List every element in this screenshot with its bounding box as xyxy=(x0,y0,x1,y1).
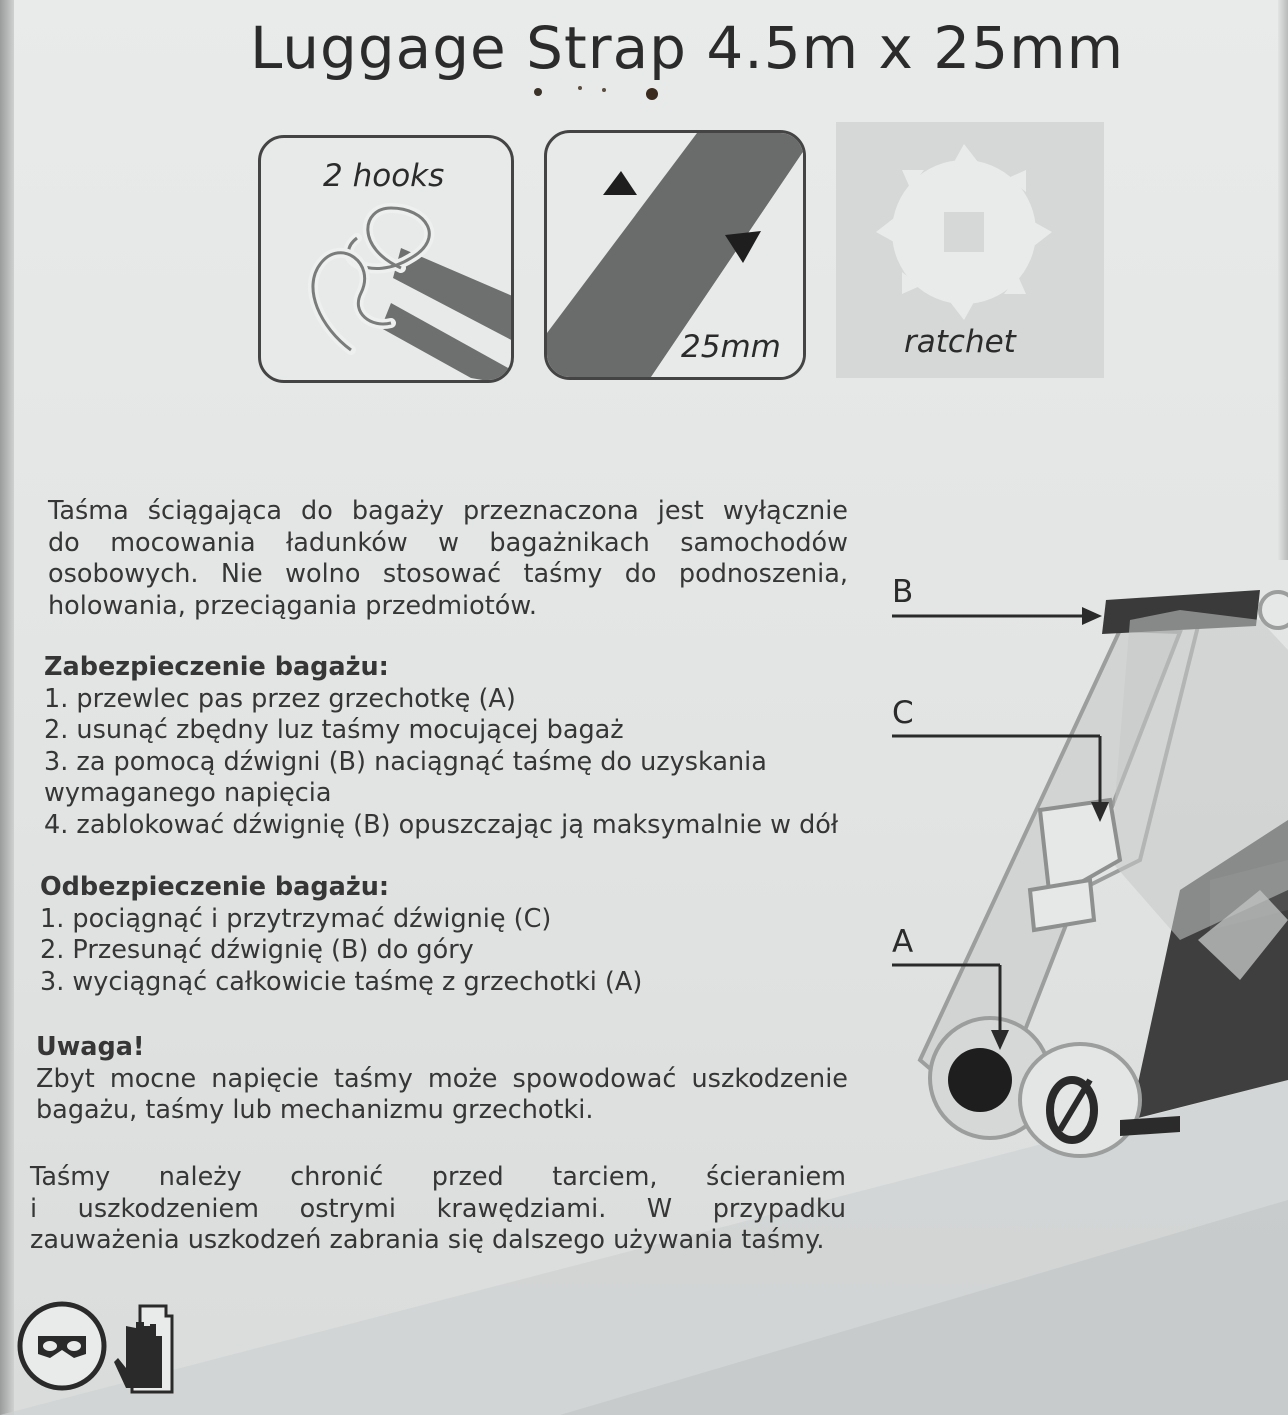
intro-line: Taśma ściągająca do bagaży przeznaczona jest wyłącznie xyxy=(48,496,848,526)
releasing-section xyxy=(40,872,852,998)
diagram-label-c: C xyxy=(892,695,914,731)
product-title: Luggage Strap 4.5m x 25mm xyxy=(250,14,1125,82)
strap-width-label: 25mm xyxy=(681,329,781,365)
releasing-step: 2. Przesunąć dźwignię (B) do góry xyxy=(40,935,474,965)
safety-icons xyxy=(16,1296,186,1396)
releasing-heading: Odbezpieczenie bagażu: xyxy=(40,872,390,902)
care-line: i uszkodzeniem ostrymi krawędziami. W przypadku xyxy=(30,1193,846,1224)
warning-heading: Uwaga! xyxy=(36,1032,145,1062)
intro-paragraph xyxy=(48,496,848,622)
securing-step: 1. przewlec pas przez grzechotkę (A) xyxy=(44,683,516,714)
ratchet-diagram xyxy=(880,560,1288,1160)
feature-tile-ratchet xyxy=(836,122,1104,378)
diagram-label-a: A xyxy=(892,924,914,960)
care-line: zauważenia uszkodzeń zabrania się dalszego używania taśmy. xyxy=(30,1225,825,1255)
safety-goggles-icon xyxy=(20,1304,104,1388)
feature-tile-width xyxy=(544,130,806,380)
diagram-label-b: B xyxy=(892,574,914,610)
intro-line: osobowych. Nie wolno stosować taśmy do podnoszenia, xyxy=(48,559,848,589)
intro-line: holowania, przeciągania przedmiotów. xyxy=(48,590,537,621)
care-line: Taśmy należy chronić przed tarciem, ścieraniem xyxy=(30,1162,846,1192)
securing-step: 3. za pomocą dźwigni (B) naciągnąć taśmę do uzyskania xyxy=(44,746,767,777)
right-shadow-edge xyxy=(1278,0,1288,560)
warning-line: bagażu, taśmy lub mechanizmu grzechotki. xyxy=(36,1095,594,1125)
warning-section xyxy=(36,1032,848,1127)
releasing-step: 1. pociągnąć i przytrzymać dźwignię (C) xyxy=(40,903,552,934)
care-paragraph xyxy=(30,1162,846,1257)
releasing-step: 3. wyciągnąć całkowicie taśmę z grzechotki (A) xyxy=(40,966,643,997)
hooks-label: 2 hooks xyxy=(323,158,445,194)
securing-section xyxy=(44,652,856,841)
securing-step: 4. zablokować dźwignię (B) opuszczając ją maksymalnie w dół xyxy=(44,809,839,840)
securing-heading: Zabezpieczenie bagażu: xyxy=(44,652,389,682)
ratchet-label: ratchet xyxy=(904,324,1016,360)
protective-gloves-icon xyxy=(114,1306,172,1392)
securing-step: wymaganego napięcia xyxy=(44,778,332,808)
feature-tile-hooks xyxy=(258,135,514,383)
intro-line: do mocowania ładunków w bagażnikach samochodów xyxy=(48,527,848,558)
securing-step: 2. usunąć zbędny luz taśmy mocującej bagaż xyxy=(44,715,624,745)
warning-line: Zbyt mocne napięcie taśmy może spowodować uszkodzenie xyxy=(36,1063,848,1094)
